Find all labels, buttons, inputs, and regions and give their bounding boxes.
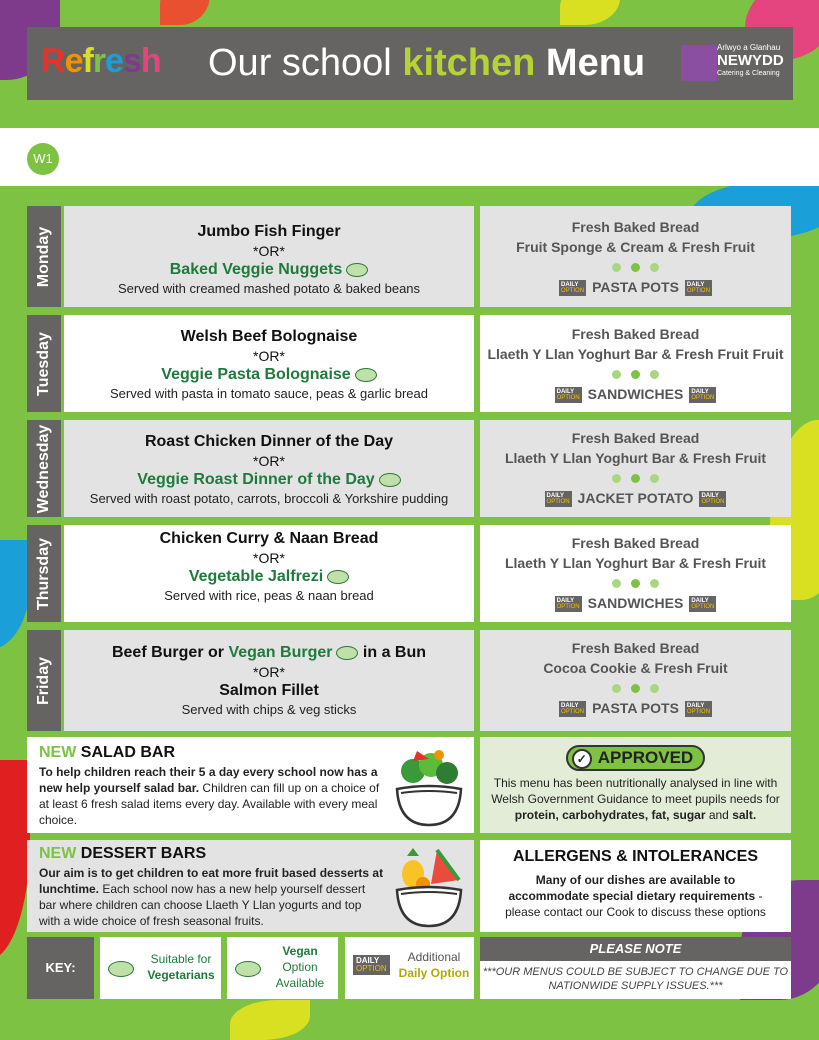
bread-text: Fresh Baked Bread	[571, 219, 700, 235]
allergens-panel	[480, 840, 791, 932]
key-vegan: Vegan Option Available	[227, 937, 338, 999]
newydd-logo: Arlwyo a Glanhau NEWYDD Catering & Cleaning	[681, 43, 785, 83]
day-tab-monday: Monday	[27, 206, 61, 307]
main-dish: Welsh Beef Bolognaise	[180, 328, 358, 345]
main-dish: Beef Burger or Vegan Burger in a Bun	[111, 644, 427, 661]
dots-divider	[480, 370, 791, 380]
vegan-icon	[336, 646, 358, 660]
background-leaf	[0, 760, 30, 960]
daily-option-tag: DAILY OPTION	[686, 282, 710, 295]
salad-bar-panel	[27, 737, 474, 833]
served-with: Served with rice, peas & naan bread	[164, 588, 374, 603]
main-dish: Jumbo Fish Finger	[197, 223, 341, 240]
approved-text: This menu has been nutritionally analysed in line with Welsh Government Guidance to meet pupils needs for protein, carbohydrates, fat, sugar and salt.	[491, 776, 780, 822]
vegetarian-icon	[379, 473, 401, 487]
week-band	[0, 128, 819, 186]
daily-option: DAILY OPTION SANDWICHES DAILY OPTION	[556, 386, 715, 402]
dessert-bars-text: Our aim is to get children to eat more fruit based desserts at lunchtime. Each school now has a new help yourself dessert bar where children can choose Llaeth Y Llan yogurts and top with a wide choice of fresh seasonal fruits.	[39, 866, 384, 928]
side-options-wednesday	[480, 420, 791, 517]
dots-divider	[480, 684, 791, 694]
or-text: *OR*	[253, 550, 285, 566]
or-text: *OR*	[253, 453, 285, 469]
salad-bar-heading: NEW SALAD BAR	[39, 744, 175, 761]
check-icon: ✓	[572, 749, 592, 769]
background-leaf	[230, 1000, 310, 1040]
daily-option-tag: DAILY OPTION	[556, 389, 580, 402]
daily-option-tag: DAILY OPTION	[691, 389, 715, 402]
key-label: KEY:	[27, 937, 94, 999]
vegetarian-icon	[346, 263, 368, 277]
daily-option: DAILY OPTION SANDWICHES DAILY OPTION	[556, 595, 715, 611]
main-meal-friday	[64, 630, 474, 731]
main-meal-monday	[64, 206, 474, 307]
main-meal-wednesday	[64, 420, 474, 517]
daily-option-tag: DAILY OPTION	[353, 955, 390, 975]
veggie-dish: Veggie Pasta Bolognaise	[64, 365, 474, 385]
dots-divider	[480, 474, 791, 484]
fruit-bowl-icon	[393, 844, 465, 928]
side-options-thursday	[480, 525, 791, 622]
side-options-tuesday	[480, 315, 791, 412]
daily-option: DAILY OPTION PASTA POTS DAILY OPTION	[561, 700, 710, 716]
served-with: Served with chips & veg sticks	[181, 702, 357, 717]
daily-option-tag: DAILY OPTION	[556, 598, 580, 611]
background-leaf	[560, 0, 620, 25]
background-leaf	[160, 0, 210, 25]
veggie-dish: Baked Veggie Nuggets	[64, 260, 474, 280]
dessert-text: Fruit Sponge & Cream & Fresh Fruit	[516, 239, 755, 255]
main-meal-thursday	[64, 525, 474, 622]
bread-text: Fresh Baked Bread	[571, 640, 700, 656]
dessert-text: Llaeth Y Llan Yoghurt Bar & Fresh Fruit	[504, 555, 767, 571]
main-dish: Roast Chicken Dinner of the Day	[144, 433, 394, 450]
bread-text: Fresh Baked Bread	[571, 326, 700, 342]
or-text: *OR*	[253, 664, 285, 680]
day-tab-thursday: Thursday	[27, 525, 61, 622]
newydd-burst-icon	[681, 45, 717, 81]
daily-option: DAILY OPTION JACKET POTATO DAILY OPTION	[546, 490, 725, 506]
key-daily-option: DAILY OPTION Additional Daily Option	[345, 937, 474, 999]
dessert-bars-panel	[27, 840, 474, 932]
please-note-text: ***OUR MENUS COULD BE SUBJECT TO CHANGE DUE TO NATIONWIDE SUPPLY ISSUES.***	[480, 961, 791, 999]
daily-option-tag: DAILY OPTION	[691, 598, 715, 611]
or-text: *OR*	[253, 243, 285, 259]
or-text: *OR*	[253, 348, 285, 364]
allergens-heading: ALLERGENS & INTOLERANCES	[512, 848, 759, 865]
approved-badge: ✓ APPROVED	[566, 745, 705, 771]
week-badge: W1	[27, 143, 59, 175]
please-note-heading: PLEASE NOTE	[480, 937, 791, 961]
main-dish: Chicken Curry & Naan Bread	[159, 530, 379, 547]
dots-divider	[480, 579, 791, 589]
key-vegetarian: Suitable for Vegetarians	[100, 937, 221, 999]
day-tab-wednesday: Wednesday	[27, 420, 61, 517]
dessert-text: Llaeth Y Llan Yoghurt Bar & Fresh Fruit	[504, 450, 767, 466]
vegan-icon	[235, 961, 261, 977]
vegetarian-icon	[108, 961, 134, 977]
vegetarian-icon	[355, 368, 377, 382]
dots-divider	[480, 263, 791, 273]
day-tab-friday: Friday	[27, 630, 61, 731]
daily-option-tag: DAILY OPTION	[701, 493, 725, 506]
dessert-text: Llaeth Y Llan Yoghurt Bar & Fresh Fruit Fruit	[487, 346, 784, 362]
daily-option-tag: DAILY OPTION	[686, 703, 710, 716]
approved-panel	[480, 737, 791, 833]
salad-bar-text: To help children reach their 5 a day every school now has a new help yourself salad bar. Children can fill up on a choice of at least 6 fresh salad items every day. Available with every meal choice.	[39, 765, 380, 827]
served-with: Served with creamed mashed potato & baked beans	[117, 281, 421, 296]
daily-option: DAILY OPTION PASTA POTS DAILY OPTION	[561, 279, 710, 295]
main-meal-tuesday	[64, 315, 474, 412]
background-leaf	[0, 540, 30, 650]
side-options-friday	[480, 630, 791, 731]
bread-text: Fresh Baked Bread	[571, 535, 700, 551]
daily-option-tag: DAILY OPTION	[561, 282, 585, 295]
vegetarian-icon	[327, 570, 349, 584]
dessert-bars-heading: NEW DESSERT BARS	[39, 845, 207, 862]
served-with: Served with pasta in tomato sauce, peas & garlic bread	[110, 386, 428, 401]
daily-option-tag: DAILY OPTION	[546, 493, 570, 506]
page-title: Our school kitchen Menu	[208, 42, 646, 84]
bread-text: Fresh Baked Bread	[571, 430, 700, 446]
side-options-monday	[480, 206, 791, 307]
served-with: Served with roast potato, carrots, broccoli & Yorkshire pudding	[89, 491, 449, 506]
dessert-text: Cocoa Cookie & Fresh Fruit	[543, 660, 728, 676]
day-tab-tuesday: Tuesday	[27, 315, 61, 412]
header-bar	[27, 27, 793, 100]
allergens-text: Many of our dishes are available to accommodate special dietary requirements - please contact our Cook to discuss these options	[505, 873, 766, 919]
daily-option-tag: DAILY OPTION	[561, 703, 585, 716]
veggie-dish: Veggie Roast Dinner of the Day	[64, 470, 474, 490]
refresh-logo: Refresh	[41, 42, 161, 80]
salad-bowl-icon	[393, 743, 465, 827]
veggie-dish: Vegetable Jalfrezi	[64, 567, 474, 587]
second-dish: Salmon Fillet	[219, 682, 319, 699]
